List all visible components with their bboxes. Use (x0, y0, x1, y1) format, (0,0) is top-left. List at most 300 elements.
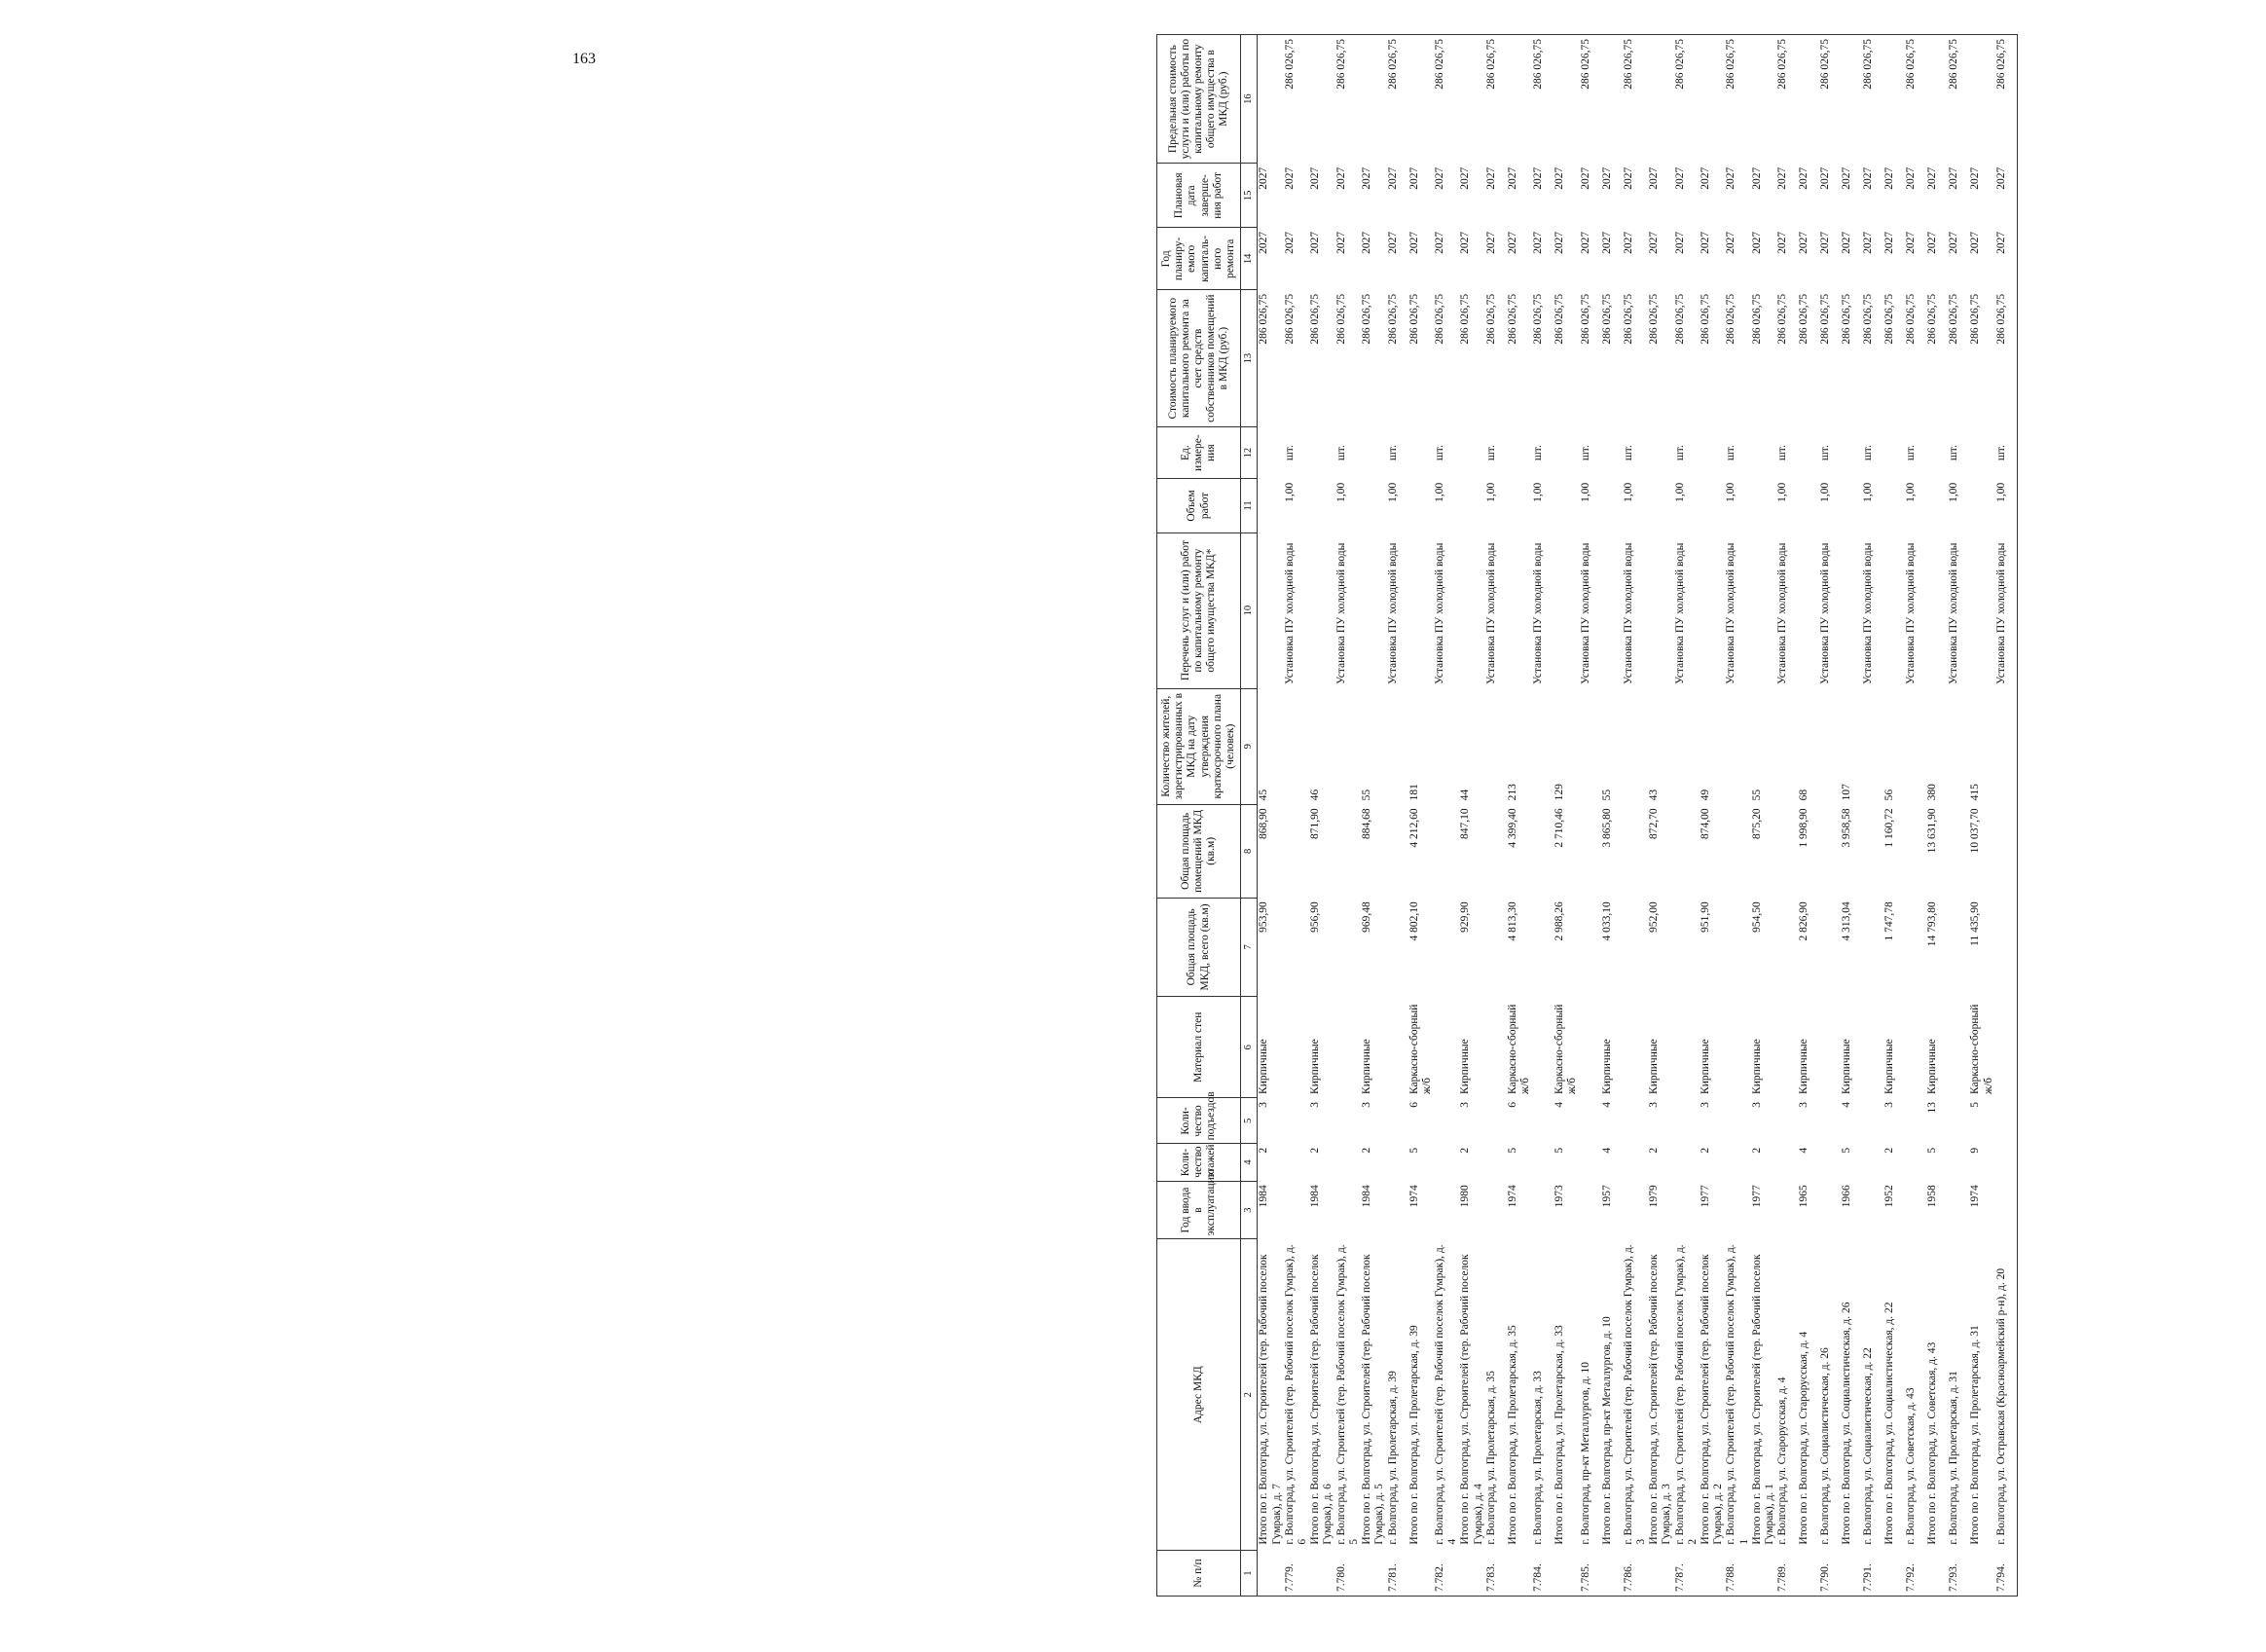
table-row (1674, 35, 1700, 1597)
cell-col-9: 129 (1553, 784, 1566, 801)
header-cell: Коли-чество этажей (1157, 1144, 1241, 1181)
cell-col-3: 1974 (1969, 1185, 1982, 1208)
cell-col-14: 2027 (1673, 231, 1686, 254)
cell-col-5: 4 (1600, 1101, 1613, 1108)
cell-col-9 (1948, 688, 1969, 804)
cell-col-14: 2027 (1750, 231, 1763, 254)
cell-col-7 (1387, 898, 1408, 996)
cell-col-5: 3 (1798, 1101, 1810, 1108)
total-row (1507, 35, 1532, 1597)
cell-col-9: 43 (1648, 789, 1661, 801)
cell-col-13: 286 026,75 (1673, 293, 1686, 345)
cell-col-14: 2027 (1926, 231, 1939, 254)
cell-col-15: 2027 (1386, 166, 1399, 190)
cell-col-9: 55 (1750, 789, 1763, 801)
cell-col-13: 286 026,75 (1258, 293, 1270, 345)
cell-col-4: 9 (1969, 1147, 1982, 1154)
cell-col-6: Каркасно-сборный ж/б (1506, 1004, 1532, 1094)
cell-col-15: 2027 (1776, 166, 1789, 190)
cell-col-15: 2027 (1258, 166, 1270, 190)
cell-col-1: 7.788. (1725, 1551, 1750, 1597)
cell-col-12: шт. (1776, 445, 1789, 461)
cell-col-6 (1580, 997, 1601, 1098)
cell-col-13: 286 026,75 (1407, 293, 1420, 345)
cell-col-12: шт. (1819, 445, 1832, 461)
cell-col-2: Итого по г. Волгоград, ул. Пролетарская, д. 31 (1969, 1325, 1982, 1545)
cell-col-5: 13 (1926, 1101, 1939, 1114)
cell-col-6 (1284, 997, 1309, 1098)
cell-col-8: 13 631,90 (1926, 808, 1939, 854)
cell-col-8: 847,10 (1459, 808, 1472, 840)
header-cell: Перечень услуг и (или) работ по капитальному ремонту общего имущества МКД* (1157, 532, 1241, 688)
cell-col-4 (1434, 1144, 1459, 1181)
cell-col-10 (1507, 532, 1532, 688)
cell-col-13: 286 026,75 (1361, 293, 1373, 345)
cell-col-6: Каркасно-сборный ж/б (1407, 1004, 1433, 1094)
cell-col-15: 2027 (1506, 166, 1518, 190)
cell-col-10 (1361, 532, 1386, 688)
cell-col-4: 4 (1600, 1147, 1613, 1154)
cell-col-8: 874,00 (1700, 808, 1711, 840)
cell-col-12 (1700, 426, 1725, 478)
cell-col-1: 7.793. (1948, 1551, 1969, 1597)
cell-col-7 (1862, 898, 1883, 996)
cell-col-15: 2027 (1798, 166, 1810, 190)
cell-col-10 (1700, 532, 1725, 688)
cell-col-14: 2027 (1553, 231, 1566, 254)
cell-col-4: 2 (1648, 1147, 1661, 1154)
cell-col-14: 2027 (1506, 231, 1518, 254)
cell-col-16 (1361, 35, 1386, 164)
cell-col-8: 2 710,46 (1553, 808, 1566, 848)
cell-col-5: 3 (1883, 1101, 1896, 1108)
cell-col-10: Установка ПУ холодной воды (1673, 542, 1686, 685)
cell-col-12 (1507, 426, 1532, 478)
cell-col-4 (1485, 1144, 1507, 1181)
cell-col-11: 1,00 (1386, 482, 1399, 502)
cell-col-3 (1580, 1181, 1601, 1239)
cell-col-16 (1926, 35, 1948, 164)
cell-col-11 (1309, 479, 1334, 532)
cell-col-14: 2027 (1969, 231, 1982, 254)
cell-col-1: 7.782. (1434, 1551, 1459, 1597)
cell-col-11: 1,00 (1622, 482, 1634, 502)
cell-col-15: 2027 (1750, 166, 1763, 190)
cell-col-5: 3 (1309, 1101, 1322, 1108)
cell-col-9 (1532, 688, 1553, 804)
total-row (1648, 35, 1673, 1597)
total-row (1309, 35, 1334, 1597)
cell-col-11: 1,00 (1283, 482, 1296, 502)
rotated-table-container (1156, 34, 2266, 1597)
cell-col-5 (1284, 1098, 1309, 1144)
cell-col-7 (1905, 898, 1926, 996)
cell-col-3: 1984 (1361, 1185, 1373, 1208)
cell-col-11 (1883, 479, 1905, 532)
cell-col-1: 7.794. (1995, 1551, 2018, 1597)
cell-col-10 (1408, 532, 1434, 688)
cell-col-12: шт. (1386, 445, 1399, 461)
cell-col-11: 1,00 (1673, 482, 1686, 502)
cell-col-1 (1648, 1551, 1673, 1597)
cell-col-16: 286 026,75 (1623, 35, 1648, 164)
cell-col-9: 68 (1798, 789, 1810, 801)
cell-col-5 (1532, 1098, 1553, 1144)
cell-col-2: Итого по г. Волгоград, ул. Социалистическая, д. 22 (1883, 1302, 1896, 1545)
cell-col-15: 2027 (1309, 166, 1322, 190)
cell-col-6 (1674, 997, 1700, 1098)
cell-col-15: 2027 (1334, 166, 1347, 190)
header-cell: Стоимость планируемого капитального ремонта за счет средств собственников помещений в МКД (руб.) (1157, 290, 1241, 427)
cell-col-1: 7.779. (1284, 1551, 1309, 1597)
cell-col-4 (1387, 1144, 1408, 1181)
cell-col-13: 286 026,75 (1553, 293, 1566, 345)
cell-col-10: Установка ПУ холодной воды (1484, 542, 1497, 685)
cell-col-2: Итого по г. Волгоград, ул. Советская, д. 43 (1926, 1341, 1939, 1545)
cell-col-6 (1819, 997, 1841, 1098)
cell-col-6: Каркасно-сборный ж/б (1553, 1004, 1579, 1094)
cell-col-10: Установка ПУ холодной воды (1905, 542, 1918, 685)
cell-col-15: 2027 (1862, 166, 1875, 190)
cell-col-13: 286 026,75 (1994, 293, 2007, 345)
column-number: 4 (1241, 1144, 1258, 1181)
cell-col-11: 1,00 (1579, 482, 1591, 502)
cell-col-16 (1507, 35, 1532, 164)
cell-col-10 (1459, 532, 1484, 688)
cell-col-6: Кирпичные (1700, 1039, 1711, 1094)
cell-col-8: 868,90 (1258, 808, 1270, 840)
cell-col-11: 1,00 (1994, 482, 2007, 502)
cell-col-8: 875,20 (1750, 808, 1763, 840)
cell-col-14: 2027 (1433, 231, 1445, 254)
header-cell: Ед. измере-ния (1157, 426, 1241, 478)
cell-col-15: 2027 (1725, 166, 1737, 190)
cell-col-3 (1485, 1181, 1507, 1239)
cell-col-16: 286 026,75 (1532, 35, 1553, 164)
cell-col-13: 286 026,75 (1750, 293, 1763, 345)
cell-col-5 (1905, 1098, 1926, 1144)
cell-col-10 (1258, 532, 1284, 688)
cell-col-15: 2027 (1819, 166, 1832, 190)
column-number: 9 (1241, 688, 1258, 804)
cell-col-1 (1601, 1551, 1623, 1597)
header-cell: Год планиру-емого капиталь-ного ремонта (1157, 228, 1241, 290)
cell-col-7 (1819, 898, 1841, 996)
cell-col-16 (1751, 35, 1776, 164)
column-number: 6 (1241, 997, 1258, 1098)
cell-col-6: Кирпичные (1309, 1039, 1322, 1094)
cell-col-11: 1,00 (1532, 482, 1545, 502)
cell-col-7 (1532, 898, 1553, 996)
cell-col-2: г. Волгоград, ул. Старорусская, д. 4 (1776, 1377, 1789, 1545)
cell-col-12 (1969, 426, 1994, 478)
cell-col-1 (1751, 1551, 1776, 1597)
cell-col-15: 2027 (1283, 166, 1296, 190)
cell-col-5 (1725, 1098, 1750, 1144)
cell-col-16: 286 026,75 (1387, 35, 1408, 164)
cell-col-3: 1974 (1506, 1185, 1518, 1208)
cell-col-6: Кирпичные (1600, 1039, 1613, 1094)
cell-col-7: 4 033,10 (1600, 901, 1613, 941)
cell-col-11 (1601, 479, 1623, 532)
cell-col-1: 7.791. (1862, 1551, 1883, 1597)
cell-col-3 (1776, 1181, 1798, 1239)
cell-col-8 (1532, 804, 1553, 898)
total-row (1751, 35, 1776, 1597)
cell-col-4 (1905, 1144, 1926, 1181)
header-cell: Плановая дата заверше-ния работ (1157, 164, 1241, 228)
cell-col-7: 14 793,80 (1926, 901, 1939, 947)
cell-col-10: Установка ПУ холодной воды (1948, 542, 1960, 685)
cell-col-4 (1776, 1144, 1798, 1181)
cell-col-12: шт. (1862, 445, 1875, 461)
cell-col-9 (1905, 688, 1926, 804)
cell-col-1 (1507, 1551, 1532, 1597)
cell-col-6 (1948, 997, 1969, 1098)
cell-col-2: г. Волгоград, ул. Пролетарская, д. 31 (1948, 1371, 1960, 1545)
cell-col-12 (1258, 426, 1284, 478)
cell-col-4: 2 (1883, 1147, 1896, 1154)
cell-col-8 (1434, 804, 1459, 898)
cell-col-16: 286 026,75 (1335, 35, 1361, 164)
cell-col-9 (1434, 688, 1459, 804)
cell-col-9 (1725, 688, 1750, 804)
cell-col-13: 286 026,75 (1334, 293, 1347, 345)
cell-col-5: 5 (1969, 1101, 1982, 1108)
cell-col-10: Установка ПУ холодной воды (1994, 542, 2007, 685)
cell-col-15: 2027 (1553, 166, 1566, 190)
cell-col-4 (1862, 1144, 1883, 1181)
column-number-row (1241, 35, 1258, 1597)
cell-col-11: 1,00 (1905, 482, 1918, 502)
cell-col-14: 2027 (1283, 231, 1296, 254)
cell-col-4: 2 (1459, 1147, 1472, 1154)
cell-col-14: 2027 (1361, 231, 1373, 254)
cell-col-6 (1995, 997, 2018, 1098)
cell-col-13: 286 026,75 (1841, 293, 1853, 345)
cell-col-6 (1862, 997, 1883, 1098)
cell-col-1: 7.784. (1532, 1551, 1553, 1597)
cell-col-12 (1309, 426, 1334, 478)
cell-col-5: 4 (1553, 1101, 1566, 1108)
table-row (1485, 35, 1507, 1597)
total-row (1361, 35, 1386, 1597)
cell-col-8 (1862, 804, 1883, 898)
cell-col-12: шт. (1433, 445, 1445, 461)
cell-col-16: 286 026,75 (1995, 35, 2018, 164)
cell-col-15: 2027 (1926, 166, 1939, 190)
cell-col-3 (1819, 1181, 1841, 1239)
header-cell: Адрес МКД (1157, 1239, 1241, 1551)
cell-col-2: г. Волгоград, ул. Строителей (тер. Рабочий поселок Гумрак), д. 2 (1673, 1244, 1699, 1545)
cell-col-10: Установка ПУ холодной воды (1386, 542, 1399, 685)
header-row (1157, 35, 1241, 1597)
cell-col-14: 2027 (1776, 231, 1789, 254)
total-row (1969, 35, 1994, 1597)
cell-col-2: г. Волгоград, ул. Социалистическая, д. 22 (1862, 1347, 1875, 1545)
cell-col-3: 1974 (1407, 1185, 1420, 1208)
cell-col-4 (1674, 1144, 1700, 1181)
cell-col-8: 884,68 (1361, 808, 1373, 840)
cell-col-12 (1648, 426, 1673, 478)
cell-col-16 (1459, 35, 1484, 164)
cell-col-8: 871,90 (1309, 808, 1322, 840)
cell-col-14: 2027 (1532, 231, 1545, 254)
cell-col-13: 286 026,75 (1484, 293, 1497, 345)
cell-col-11 (1841, 479, 1862, 532)
cell-col-9 (1776, 688, 1798, 804)
cell-col-5 (1948, 1098, 1969, 1144)
cell-col-10: Установка ПУ холодной воды (1862, 542, 1875, 685)
cell-col-7: 929,90 (1459, 901, 1472, 933)
column-number: 8 (1241, 804, 1258, 898)
cell-col-13: 286 026,75 (1433, 293, 1445, 345)
cell-col-12 (1408, 426, 1434, 478)
cell-col-12 (1459, 426, 1484, 478)
cell-col-9: 56 (1883, 789, 1896, 801)
cell-col-11 (1751, 479, 1776, 532)
cell-col-3 (1862, 1181, 1883, 1239)
cell-col-3: 1979 (1648, 1185, 1661, 1208)
cell-col-1 (1309, 1551, 1334, 1597)
cell-col-8: 4 399,40 (1506, 808, 1518, 848)
cell-col-10: Установка ПУ холодной воды (1776, 542, 1789, 685)
cell-col-12: шт. (1532, 445, 1545, 461)
cell-col-3: 1965 (1798, 1185, 1810, 1208)
cell-col-9: 415 (1969, 784, 1982, 801)
cell-col-1: 7.786. (1623, 1551, 1648, 1597)
cell-col-7 (1948, 898, 1969, 996)
cell-col-8 (1623, 804, 1648, 898)
cell-col-8 (1387, 804, 1408, 898)
cell-col-2: Итого по г. Волгоград, пр-кт Металлургов, д. 10 (1600, 1316, 1613, 1545)
cell-col-14: 2027 (1309, 231, 1322, 254)
cell-col-7 (1995, 898, 2018, 996)
table-row (1819, 35, 1841, 1597)
cell-col-4: 2 (1258, 1147, 1270, 1154)
table-row (1387, 35, 1408, 1597)
cell-col-5 (1387, 1098, 1408, 1144)
cell-col-14: 2027 (1841, 231, 1853, 254)
cell-col-1 (1700, 1551, 1725, 1597)
cell-col-16: 286 026,75 (1284, 35, 1309, 164)
cell-col-1 (1553, 1551, 1579, 1597)
cell-col-2: г. Волгоград, ул. Пролетарская, д. 39 (1386, 1371, 1399, 1545)
cell-col-10 (1553, 532, 1579, 688)
cell-col-9: 181 (1407, 784, 1420, 801)
cell-col-9 (1580, 688, 1601, 804)
cell-col-9 (1623, 688, 1648, 804)
cell-col-14: 2027 (1994, 231, 2007, 254)
cell-col-14: 2027 (1862, 231, 1875, 254)
cell-col-1: 7.789. (1776, 1551, 1798, 1597)
cell-col-16 (1601, 35, 1623, 164)
cell-col-4 (1819, 1144, 1841, 1181)
header-cell: Коли-чество подъездов (1157, 1098, 1241, 1144)
cell-col-2: Итого по г. Волгоград, ул. Пролетарская, д. 39 (1407, 1325, 1420, 1545)
cell-col-14: 2027 (1484, 231, 1497, 254)
cell-col-1 (1883, 1551, 1905, 1597)
cell-col-14: 2027 (1648, 231, 1661, 254)
cell-col-4: 5 (1926, 1147, 1939, 1154)
cell-col-13: 286 026,75 (1862, 293, 1875, 345)
cell-col-1 (1969, 1551, 1994, 1597)
cell-col-2: г. Волгоград, ул. Строителей (тер. Рабочий поселок Гумрак), д. 5 (1334, 1244, 1360, 1545)
cell-col-3 (1434, 1181, 1459, 1239)
column-number: 12 (1241, 426, 1258, 478)
cell-col-3: 1980 (1459, 1185, 1472, 1208)
cell-col-11 (1553, 479, 1579, 532)
cell-col-4: 2 (1700, 1147, 1711, 1154)
cell-col-5 (1335, 1098, 1361, 1144)
header-cell: Объем работ (1157, 479, 1241, 532)
cell-col-6: Кирпичные (1841, 1039, 1853, 1094)
cell-col-13: 286 026,75 (1309, 293, 1322, 345)
cell-col-7 (1725, 898, 1750, 996)
cell-col-5: 3 (1750, 1101, 1763, 1108)
cell-col-8 (1674, 804, 1700, 898)
cell-col-6: Кирпичные (1883, 1039, 1896, 1094)
cell-col-5: 3 (1361, 1101, 1373, 1108)
cell-col-12: шт. (1725, 445, 1737, 461)
cell-col-4: 5 (1506, 1147, 1518, 1154)
cell-col-11 (1258, 479, 1284, 532)
cell-col-10: Установка ПУ холодной воды (1532, 542, 1545, 685)
cell-col-4 (1580, 1144, 1601, 1181)
cell-col-10 (1841, 532, 1862, 688)
cell-col-2: Итого по г. Волгоград, ул. Строителей (тер. Рабочий поселок Гумрак), д. 6 (1309, 1254, 1334, 1545)
cell-col-4 (1995, 1144, 2018, 1181)
table-row (1995, 35, 2018, 1597)
cell-col-1: 7.792. (1905, 1551, 1926, 1597)
cell-col-3 (1725, 1181, 1750, 1239)
cell-col-14: 2027 (1407, 231, 1420, 254)
cell-col-2: Итого по г. Волгоград, ул. Строителей (тер. Рабочий поселок Гумрак), д. 2 (1700, 1254, 1725, 1545)
cell-col-15: 2027 (1700, 166, 1711, 190)
page-number: 163 (572, 51, 596, 67)
total-row (1841, 35, 1862, 1597)
cell-col-15: 2027 (1579, 166, 1591, 190)
cell-col-1: 7.785. (1580, 1551, 1601, 1597)
table-row (1532, 35, 1553, 1597)
total-row (1258, 35, 1284, 1597)
cell-col-14: 2027 (1883, 231, 1896, 254)
cell-col-3 (1905, 1181, 1926, 1239)
cell-col-1: 7.781. (1387, 1551, 1408, 1597)
header-cell: Количество жителей, зарегистрированных в МКД на дату утверждения краткосрочного плана (человек) (1157, 688, 1241, 804)
cell-col-4 (1725, 1144, 1750, 1181)
cell-col-16: 286 026,75 (1580, 35, 1601, 164)
cell-col-10: Установка ПУ холодной воды (1725, 542, 1737, 685)
cell-col-6 (1387, 997, 1408, 1098)
cell-col-2: г. Волгоград, ул. Пролетарская, д. 33 (1532, 1371, 1545, 1545)
total-row (1883, 35, 1905, 1597)
cell-col-11 (1459, 479, 1484, 532)
cell-col-11: 1,00 (1776, 482, 1789, 502)
cell-col-9: 45 (1258, 789, 1270, 801)
cell-col-10 (1601, 532, 1623, 688)
cell-col-4 (1335, 1144, 1361, 1181)
cell-col-10 (1926, 532, 1948, 688)
cell-col-7: 969,48 (1361, 901, 1373, 933)
cell-col-1 (1258, 1551, 1284, 1597)
cell-col-16 (1969, 35, 1994, 164)
cell-col-13: 286 026,75 (1579, 293, 1591, 345)
cell-col-8 (1725, 804, 1750, 898)
cell-col-15: 2027 (1994, 166, 2007, 190)
cell-col-16 (1408, 35, 1434, 164)
cell-col-16 (1841, 35, 1862, 164)
